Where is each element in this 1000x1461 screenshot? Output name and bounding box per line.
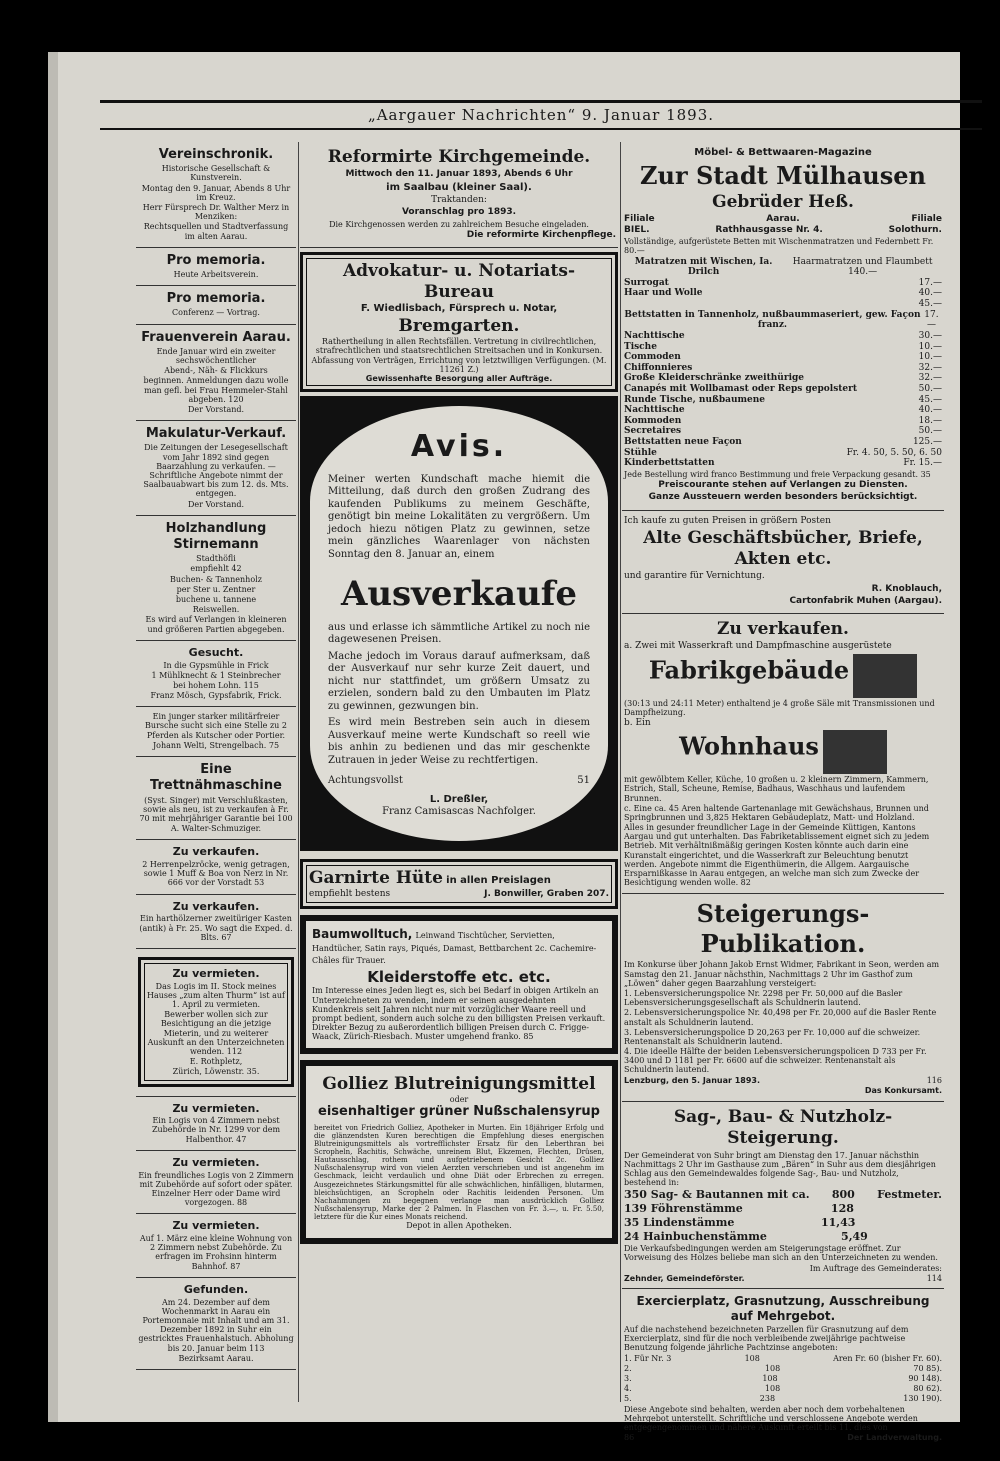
- ad-name: F. Wiedlisbach, Fürsprech u. Notar,: [360, 303, 558, 315]
- table-row: [624, 1216, 942, 1230]
- ad-line: Am 24. Dezember auf dem Wochenmarkt in Aarau ein Portemonnaie mit Inhalt und am 31. Dezember 1892 in Suhr ein gestricktes Frauenhalstuch. Abholung bis 20. Januar beim 113: [138, 1297, 294, 1353]
- ad-signature: Das Konkursamt.: [864, 1085, 942, 1095]
- exerzier-table: [624, 1354, 942, 1404]
- classified-ad: [136, 641, 296, 708]
- ad-line: Ein freundliches Logis von 2 Zimmern mit Zubehörde auf sofort oder später. Einzelner Herr oder Dame wird vorgezogen. 88: [138, 1170, 294, 1208]
- ad-zu-verkaufen: [622, 614, 944, 894]
- table-cell: 238: [759, 1393, 776, 1403]
- table-row: [624, 1354, 942, 1364]
- ad-signature: Cartonfabrik Muhen (Aargau).: [789, 595, 942, 606]
- ad-line: Ich kaufe zu guten Preisen in größern Posten: [624, 515, 831, 526]
- ad-line: Zürich, Löwenstr. 35.: [172, 1067, 260, 1077]
- ad-line: Reiswellen.: [192, 605, 240, 615]
- ad-header: Möbel- & Bettwaaren-Magazine: [694, 147, 872, 158]
- table-cell: 108: [764, 1383, 781, 1393]
- ad-line: buchene u. tannene: [175, 595, 257, 604]
- ad-city: Aarau.: [766, 213, 800, 224]
- table-cell: 5,49: [841, 1229, 868, 1243]
- factory-illustration: [853, 654, 917, 698]
- ad-line: Preiscourante stehen auf Verlangen zu Diensten.: [658, 480, 908, 490]
- table-cell: 5.: [624, 1393, 632, 1403]
- price-value: 30.—: [918, 330, 942, 341]
- avis-number: 51: [577, 775, 590, 787]
- avis-paragraph: Mache jedoch im Voraus darauf aufmerksam, daß der Ausverkauf nur sehr kurze Zeit dauert, und nicht nur stattfindet, um größern Umsatz zu erzielen, sondern bald zu den Umbauten im Platz zu gewinnen, gezwungen bin.: [328, 650, 590, 712]
- column-middle: [300, 142, 618, 1244]
- table-cell: 108: [744, 1353, 760, 1363]
- ad-text: bereitet von Friedrich Golliez, Apotheker in Murten. Ein 18jähriger Erfolg und die glänzendsten Kuren berechtigen die Empfehlung dieses energischen Blutreinigungsmittels als vortrefflichster Ersatz für den Leberthran bei Scropheln, Rachitis, Schwäche, unreinem Blut, Ekzemen, Flechten, Drüsen, Hautausschlag, rothem und aufgetriebenem Gesicht 2c. Golliez Nußschalensyrup wird von vielen Aerzten verschrieben und ist angenehm im Geschmack, leicht verdaulich und ohne Diät oder Erbrechen zu erregen. Ausgezeichnetes Stärkungsmittel für alle schwächlichen, hinfälligen, blutarmen, bleichsüchtigen, an Scropheln oder Rachitis leidenden Personen. Um Nachahmungen zu begegnen verlange man ausdrücklich Golliez Nußschalensyrup, Marke der 2 Palmen. In Flaschen von Fr. 3.—, u. Fr. 5.50, letztere für die Kur eines Monats reichend.: [314, 1124, 604, 1221]
- ad-line: c. Eine ca. 45 Aren haltende Gartenanlage mit Gewächshaus, Brunnen und Springbrunnen und 3,825 Hektaren Gebäudeplatz, Matt- und Holzland.: [624, 803, 929, 822]
- table-cell: 2.: [624, 1363, 632, 1373]
- ad-line: a. Zwei mit Wasserkraft und Dampfmaschine ausgerüstete: [624, 641, 892, 652]
- ad-line: A. Walter-Schmuziger.: [170, 824, 262, 834]
- price-value: 17.—: [924, 309, 939, 331]
- ad-line: und garantire für Vernichtung.: [624, 571, 765, 582]
- price-item: Runde Tische, nußbaumene: [624, 394, 766, 405]
- ad-line: im Saalbau (kleiner Saal).: [386, 181, 532, 193]
- classified-ad: [136, 516, 296, 641]
- ad-title: Garnirte Hüte: [309, 867, 443, 888]
- classified-ad: [136, 325, 296, 422]
- price-item: Nachttische: [624, 405, 685, 416]
- ad-line: beginnen. Anmeldungen dazu wolle man gefl. bei Frau Hemmeler-Stahl abgeben. 120: [143, 376, 289, 404]
- ad-title: Zu verkaufen.: [172, 899, 260, 913]
- table-cell: 24 Hainbuchenstämme: [624, 1229, 767, 1243]
- ad-line: Alles in gesunder freundlicher Lage in der Gemeinde Küttigen, Kantons Aargau und gut unterhalten. Das Fabriketablissement eignet sich zu jedem Betrieb. Mit verhältnißmäßig geringen Kosten könnte auch darin eine Kuranstalt eingerichtet, und die Wasserkraft zur Beleuchtung benutzt werden. Angebote nimmt die Eigenthümerin, die Allgem. Aargauische Ersparnißkasse in Aarau entgegen, an welche man sich zum Zwecke der Besichtigung wenden wolle. 82: [624, 823, 930, 888]
- price-value: 125.—: [912, 436, 942, 447]
- ad-line: E. Rothpletz,: [189, 1057, 243, 1067]
- price-value: 17.—: [918, 277, 942, 288]
- ad-title: Baumwolltuch,: [312, 927, 413, 942]
- ad-headline: Fabrikgebäude: [648, 655, 850, 684]
- ad-title: Holzhandlung Stirnemann: [165, 520, 267, 552]
- ad-title: Exercierplatz, Grasnutzung, Ausschreibung auf Mehrgebot.: [636, 1294, 930, 1323]
- ad-title: Gefunden.: [183, 1282, 249, 1296]
- classified-ad: [136, 1278, 296, 1370]
- ad-item: 1. Lebensversicherungspolice Nr. 2298 per Fr. 50,000 auf die Basler Lebensversicherungsgesellschaft als Schuldnerin lautend.: [624, 988, 903, 1008]
- ad-title: Frauenverein Aarau.: [141, 329, 291, 345]
- ad-title: Zur Stadt Mülhausen: [640, 160, 926, 190]
- classified-ad: [136, 1097, 296, 1151]
- ad-line: Heute Arbeitsverein.: [173, 270, 259, 279]
- table-row: [624, 1188, 942, 1202]
- ad-line: Stadthöfli: [196, 554, 236, 564]
- ad-text: Diese Angebote sind behalten, werden aber noch dem vorbehaltenen Mehrgebot unterstellt. Schriftliche und verschlossene Angebote werden entgegengenommen und nähere Auskunft erteilt bis 11. dies von: [624, 1404, 918, 1432]
- ad-number: 116: [926, 1075, 942, 1085]
- ad-line: Rechtsquellen und Stadtverfassung im alten Aarau.: [143, 222, 289, 241]
- ad-holz: [622, 1102, 944, 1289]
- ad-signature: R. Knoblauch,: [871, 583, 942, 594]
- ad-line: mit gewölbtem Keller, Küche, 10 großen u. 2 kleinern Zimmern, Kammern, Estrich, Stall, Scheune, Remise, Badhaus, Waschhaus und laufendem Brunnen.: [624, 775, 929, 803]
- ad-title: Advokatur- u. Notariats-Bureau: [342, 260, 576, 303]
- ad-title: Alte Geschäftsbücher, Briefe, Akten etc.: [643, 527, 923, 569]
- ad-line: Voranschlag pro 1893.: [401, 207, 517, 218]
- ad-line: Historische Gesellschaft & Kunstverein.: [161, 164, 271, 183]
- table-cell: 108: [764, 1363, 781, 1373]
- ad-number: 86: [624, 1433, 635, 1443]
- price-value: 45.—: [918, 394, 942, 405]
- ad-line: Ein Logis von 4 Zimmern nebst Zubehörde in Nr. 1299 vor dem Halbenthor. 47: [151, 1116, 281, 1144]
- price-row: [624, 448, 942, 459]
- table-cell: 3.: [624, 1373, 632, 1383]
- table-row: [624, 1230, 942, 1244]
- price-row: [624, 458, 942, 469]
- price-value: 10.—: [918, 341, 942, 352]
- table-cell: Aren Fr. 60 (bisher Fr. 60).: [833, 1353, 942, 1363]
- ad-number: 114: [926, 1273, 942, 1283]
- ad-line: Franz Mösch, Gypsfabrik, Frick.: [150, 691, 282, 701]
- ad-line: Die Zeitungen der Lesegesellschaft vom Jahr 1892 sind gegen Baarzahlung zu verkaufen. — Schriftliche Angebote nimmt der Saalbauabwart bis zum 12. ds. Mts. entgegen.: [143, 443, 289, 499]
- ad-line: Conferenz — Vortrag.: [172, 308, 260, 318]
- house-illustration: [823, 730, 887, 774]
- classified-ad: [136, 421, 296, 516]
- price-row: [624, 373, 942, 384]
- ad-line: Es wird auf Verlangen in kleineren und größeren Partien abgegeben.: [145, 615, 287, 634]
- avis-paragraph: aus und erlasse ich sämmtliche Artikel zu noch nie dagewesenen Preisen.: [328, 621, 590, 646]
- classified-ad: [136, 949, 296, 1097]
- ad-line: per Ster u. Zentner: [176, 584, 256, 594]
- ad-depot: Depot in allen Apotheken.: [406, 1220, 512, 1230]
- ad-line: Ein junger starker militärfreier Bursche sucht sich eine Stelle zu 2 Pferden als Kutscher oder Portier.: [145, 712, 287, 740]
- ad-title: Kleiderstoffe etc. etc.: [367, 967, 551, 986]
- page-header-title: „Aargauer Nachrichten“ 9. Januar 1893.: [367, 106, 715, 124]
- table-cell: 1. Für Nr. 3: [624, 1353, 672, 1363]
- ad-branch-label: Filiale: [911, 213, 942, 224]
- ad-headline: Wohnhaus: [679, 731, 819, 761]
- price-item: Stühle: [624, 447, 657, 458]
- ad-title: Zu verkaufen.: [717, 619, 849, 639]
- ad-title: Steigerungs-Publikation.: [696, 899, 870, 959]
- avis-title: Avis.: [410, 429, 508, 465]
- ad-huete: [300, 859, 618, 910]
- price-value: 40.—: [918, 405, 942, 416]
- table-row: [624, 1202, 942, 1216]
- ad-line: Das Logis im II. Stock meines Hauses „zum alten Thurm“ ist auf 1. April zu vermieten.: [147, 981, 285, 1009]
- avis-paragraph: Es wird mein Bestreben sein auch in diesem Ausverkauf meine werte Kundschaft so reell wie bis anhin zu bedienen und das mir geschenkte Zutrauen in jeder Weise zu rechtfertigen.: [328, 717, 590, 766]
- ad-line: empfiehlt bestens: [309, 888, 391, 899]
- ad-line: (Syst. Singer) mit Verschlußkasten, sowie als neu, ist zu verkaufen à Fr. 70 mit mehrjähriger Garantie bei 100: [139, 795, 293, 823]
- avis-headline: Ausverkaufe: [340, 574, 578, 615]
- table-cell: 128: [830, 1202, 854, 1215]
- price-list: [624, 257, 942, 469]
- column-right: [622, 142, 944, 1447]
- table-cell: 108: [762, 1373, 778, 1383]
- ad-baumwolle: [300, 915, 618, 1053]
- price-row: [624, 384, 942, 395]
- ad-advokatur: [300, 252, 618, 392]
- classified-ad: [136, 1151, 296, 1215]
- price-value: 10.—: [918, 352, 942, 363]
- ad-text: Leinwand Tischtücher, Servietten, Handtücher, Satin rays, Piqués, Damast, Bettbarchent 2c. Cachemire-Châles für Trauer.: [312, 931, 597, 966]
- ad-avis: [300, 396, 618, 851]
- ad-title: Reformirte Kirchgemeinde.: [327, 147, 591, 167]
- column-left: [136, 142, 296, 1370]
- ad-footer: Lenzburg, den 5. Januar 1893.: [624, 1075, 761, 1085]
- ad-moebel: [622, 142, 944, 511]
- ad-exerzierplatz: [622, 1289, 944, 1447]
- price-row: [624, 299, 942, 310]
- price-value: 50.—: [918, 383, 942, 394]
- avis-subtitle: Franz Camisascas Nachfolger.: [382, 806, 536, 818]
- table-row: [624, 1374, 942, 1384]
- price-row: [624, 416, 942, 427]
- price-item: Commoden: [624, 352, 681, 363]
- ad-place: Bremgarten.: [398, 315, 520, 336]
- ad-title: Vereinschronik.: [158, 147, 274, 162]
- price-item: Kommoden: [624, 415, 682, 426]
- ad-title: Eine Trettnähmaschine: [150, 762, 282, 794]
- price-item: Bettstatten neue Façon: [624, 436, 742, 447]
- column-divider-2: [620, 142, 621, 1402]
- classified-ad: [136, 707, 296, 757]
- avis-signature: L. Dreßler,: [429, 793, 489, 805]
- ad-title-rest: in allen Preislagen: [446, 874, 551, 886]
- price-item: Große Kleiderschränke zweithürige: [624, 373, 805, 384]
- column-divider-1: [298, 142, 299, 1402]
- price-item: Nachttische: [624, 330, 685, 341]
- table-row: [624, 1384, 942, 1394]
- ad-note: Jede Bestellung wird franco Bestimmung und freie Verpackung gesandt. 35: [624, 469, 931, 479]
- table-cell: 80 62).: [913, 1383, 942, 1393]
- price-item: Canapés mit Wollbamast oder Reps gepolstert: [624, 383, 858, 394]
- ad-title: Zu vermieten.: [172, 1219, 260, 1233]
- price-row: [624, 288, 942, 299]
- ad-title: Zu vermieten.: [172, 1155, 260, 1169]
- classified-ad: [136, 248, 296, 286]
- ad-line: Traktanden:: [431, 195, 487, 205]
- ad-line: Montag den 9. Januar, Abends 8 Uhr im Kreuz.: [141, 183, 291, 202]
- table-cell: 35 Lindenstämme: [624, 1215, 735, 1229]
- price-row: [624, 310, 942, 331]
- ad-text: Der Gemeinderat von Suhr bringt am Dienstag den 17. Januar nächsthin Nachmittags 2 Uhr im Gasthause zum „Bären“ in Suhr aus dem diesjährigen Schlag aus den Gemeindewaldes folgende Sag-, Bau- und Nutzholz, bestehend in:: [624, 1150, 936, 1188]
- ad-text: Rathertheilung in allen Rechtsfällen. Vertretung in civilrechtlichen, strafrechtlichen und staatsrechtlichen Streitsachen und in Konkursen. Abfassung von Verträgen, Errichtung von letztwilligen Verfügungen. (M. 11261 Z.): [311, 337, 607, 374]
- price-value: Fr. 15.—: [903, 458, 942, 469]
- price-value: Haarmatratzen und Flaumbett 140.—: [792, 256, 933, 278]
- price-value: 32.—: [918, 373, 942, 384]
- price-item: Haar und Wolle: [624, 288, 703, 299]
- ad-line: Abend-, Näh- & Flickkurs: [164, 366, 268, 376]
- price-value: Fr. 4. 50, 5. 50, 6. 50: [846, 447, 942, 458]
- ad-line: Herr Fürsprech Dr. Walther Merz in Menziken:: [142, 203, 290, 222]
- ad-knoblauch: [622, 511, 944, 615]
- ad-line: Ende Januar wird ein zweiter sechswöchentlicher: [156, 346, 276, 366]
- ad-line: Mittwoch den 11. Januar 1893, Abends 6 Uhr: [345, 169, 573, 180]
- price-row: [624, 426, 942, 437]
- ad-signature: Gewissenhafte Besorgung aller Aufträge.: [365, 373, 553, 383]
- price-row: [624, 342, 942, 353]
- classified-ad: [136, 142, 296, 248]
- classified-ad: [136, 840, 296, 894]
- ad-signature: Im Auftrage des Gemeinderates:: [809, 1263, 942, 1273]
- price-row: [624, 437, 942, 448]
- table-row: [624, 1364, 942, 1374]
- ad-intro: Vollständige, aufgerüstete Betten mit Wischenmatratzen und Federnbett Fr. 80.—: [624, 237, 934, 256]
- classified-ad: [136, 757, 296, 840]
- avis-greeting: Achtungsvollst: [328, 775, 403, 787]
- avis-paragraph: Meiner werten Kundschaft mache hiemit die Mitteilung, daß durch den großen Zudrang des kaufenden Publikums zu meinem Geschäfte, genötigt bin meine Lokalitäten zu vergrößern. Um jedoch hiezu nötigen Platz zu gewinnen, setze mein gänzliches Waarenlager von nächsten Sonntag den 8. Januar an, einem: [328, 473, 590, 560]
- table-cell: 4.: [624, 1383, 632, 1393]
- price-row: [624, 405, 942, 416]
- ad-line: oder: [449, 1094, 469, 1104]
- table-cell: 70 85).: [913, 1363, 942, 1373]
- price-row: [624, 352, 942, 363]
- price-item: Surrogat: [624, 277, 669, 288]
- price-item: Kinderbettstatten: [624, 458, 715, 469]
- ad-line: Die Kirchgenossen werden zu zahlreichem Besuche eingeladen.: [329, 219, 589, 229]
- ad-signature: Die reformirte Kirchenpflege.: [466, 229, 616, 240]
- ad-line: Auf 1. März eine kleine Wohnung von 2 Zimmern nebst Zubehörde. Zu erfragen im Frohsinn hinterm Bahnhof. 87: [139, 1234, 293, 1271]
- ad-firm: Gebrüder Heß.: [712, 191, 854, 212]
- ad-line: (30:13 und 24:11 Meter) enthaltend je 4 große Säle mit Transmissionen und Dampfheizung.: [624, 698, 935, 717]
- ad-line: J. Bonwiller, Graben 207.: [484, 888, 609, 899]
- ad-line: Buchen- & Tannenholz: [170, 574, 262, 584]
- price-item: Chiffonnieres: [624, 362, 693, 373]
- price-row: [624, 257, 942, 278]
- ad-line: In die Gypsmühle in Frick: [163, 660, 269, 670]
- ad-text: Die Verkaufsbedingungen werden am Steigerungstage eröffnet. Zur Vorweisung des Holzes beliebe man sich an den Unterzeichneten zu wenden.: [624, 1244, 938, 1263]
- ad-signature: Der Landverwaltung.: [847, 1433, 942, 1443]
- table-cell: 800: [831, 1188, 855, 1202]
- ad-line: Bezirksamt Aarau.: [178, 1353, 254, 1363]
- table-cell: 350 Sag- & Bautannen mit ca.: [624, 1188, 810, 1202]
- ad-address: Rathhausgasse Nr. 4.: [715, 225, 823, 235]
- classified-ad: [136, 286, 296, 324]
- ad-line: Ganze Aussteuern werden besonders berücksichtigt.: [648, 492, 918, 503]
- price-row: [624, 278, 942, 289]
- price-item: Secretaires: [624, 426, 682, 437]
- ad-branch-label: Filiale: [624, 213, 655, 224]
- price-value: 45.—: [918, 299, 942, 310]
- ad-item: 4. Die ideelle Hälfte der beiden Lebensversicherungspolicen D 733 per Fr. 3400 und D 1181 per Fr. 6600 auf die schweizer. Rentenanstalt als Schuldnerin lautend.: [624, 1047, 927, 1075]
- ad-line: 2 Herrenpelzröcke, wenig getragen, sowie 1 Muff & Boa von Nerz in Nr. 666 vor der Vorstadt 53: [142, 860, 290, 888]
- ad-steigerung: [622, 894, 944, 1102]
- table-cell: 139 Föhrenstämme: [624, 1202, 743, 1215]
- ad-line: 1 Mühlknecht & 1 Steinbrecher: [151, 670, 281, 680]
- price-row: [624, 395, 942, 406]
- ad-golliez: [300, 1060, 618, 1244]
- price-item: Tische: [624, 341, 657, 352]
- ad-signature: Zehnder, Gemeindeförster.: [624, 1273, 745, 1283]
- ad-branch: Solothurn.: [888, 225, 942, 235]
- table-row: [624, 1394, 942, 1404]
- ad-line: empfiehlt 42: [190, 564, 242, 574]
- price-row: [624, 363, 942, 374]
- holz-table: [624, 1188, 942, 1243]
- ad-title: Gesucht.: [188, 645, 244, 659]
- ad-line: b. Ein: [624, 717, 651, 728]
- ad-title: Sag-, Bau- & Nutzholz-Steigerung.: [673, 1107, 893, 1149]
- ad-title: Zu verkaufen.: [172, 845, 260, 859]
- ad-title: Pro memoria.: [166, 291, 266, 307]
- price-value: 40.—: [918, 288, 942, 299]
- ad-title: Zu vermieten.: [172, 1101, 260, 1115]
- ad-branch: BIEL.: [624, 225, 650, 235]
- price-item: Bettstatten in Tannenholz, nußbaummaseriert, gew. Façon franz.: [624, 309, 921, 331]
- table-cell: Festmeter.: [877, 1188, 942, 1202]
- ad-item: 3. Lebensversicherungspolice D 20,263 per Fr. 10,000 auf die schweizer. Rentenanstalt als Schuldnerin lautend.: [624, 1027, 921, 1046]
- ad-line: Bewerber wollen sich zur Besichtigung an die jetzige Mieterin, und zu weiterer Auskunft an den Unterzeichneten wenden. 112: [147, 1010, 285, 1056]
- ad-item: 2. Lebensversicherungspolice Nr. 40,498 per Fr. 20,000 auf die Basler Rente anstalt als Schuldnerin lautend.: [624, 1008, 937, 1027]
- ad-title: Golliez Blutreinigungsmittel: [322, 1073, 596, 1094]
- ad-text: Im Interesse eines Jeden liegt es, sich bei Bedarf in obigen Artikeln an Unterzeichneten zu wenden, indem er seinen ausgedehnten Kundenkreis seit Jahren nicht nur mit vorzüglicher Waare reell und prompt bedient, sondern auch solche zu den billigsten Preisen verkauft. Direkter Bezug zu außerordentlich billigen Preisen durch C. Frigge-Waack, Zürich-Riesbach. Muster umgehend franko. 85: [312, 986, 606, 1042]
- header-rule-top: [100, 100, 982, 103]
- price-value: 50.—: [918, 426, 942, 437]
- table-cell: 90 148).: [908, 1373, 942, 1383]
- ad-subtitle: eisenhaltiger grüner Nußschalensyrup: [318, 1103, 600, 1119]
- ad-text: Im Konkurse über Johann Jakob Ernst Widmer, Fabrikant in Seon, werden am Samstag den 21. Januar nächsthin, Nachmittags 2 Uhr im Gasthof zum „Löwen“ daher gegen Baarzahlung versteigert:: [624, 960, 940, 988]
- ad-line: Ein harthölzerner zweitüriger Kasten (antik) à Fr. 25. Wo sagt die Exped. d. Blts. 67: [139, 914, 293, 942]
- ad-kirchgemeinde: [300, 142, 618, 248]
- classified-ad: [136, 1214, 296, 1278]
- classified-ad: [136, 895, 296, 949]
- ad-line: Der Vorstand.: [187, 499, 245, 509]
- table-cell: 130 190).: [903, 1393, 942, 1403]
- ad-title: Makulatur-Verkauf.: [145, 426, 287, 442]
- ad-line: Der Vorstand.: [187, 405, 245, 414]
- ad-title: Zu vermieten.: [172, 966, 260, 980]
- price-value: 18.—: [918, 415, 942, 426]
- ad-title: Pro memoria.: [166, 252, 266, 268]
- price-item: Matratzen mit Wischen, Ia. Drilch: [634, 256, 773, 278]
- price-value: 32.—: [918, 362, 942, 373]
- ad-text: Auf die nachstehend bezeichneten Parzellen für Grasnutzung auf dem Exercierplatz, sind für die noch verbleibende zweijährige pachtweise Benutzung folgende jährliche Pachtzinse angeboten:: [624, 1325, 909, 1353]
- table-cell: 11,43: [820, 1215, 856, 1229]
- ad-line: Johann Welti, Strengelbach. 75: [152, 740, 280, 750]
- header-rule-bottom: [100, 128, 982, 130]
- price-row: [624, 331, 942, 342]
- ad-line: bei hohem Lohn. 115: [173, 680, 259, 690]
